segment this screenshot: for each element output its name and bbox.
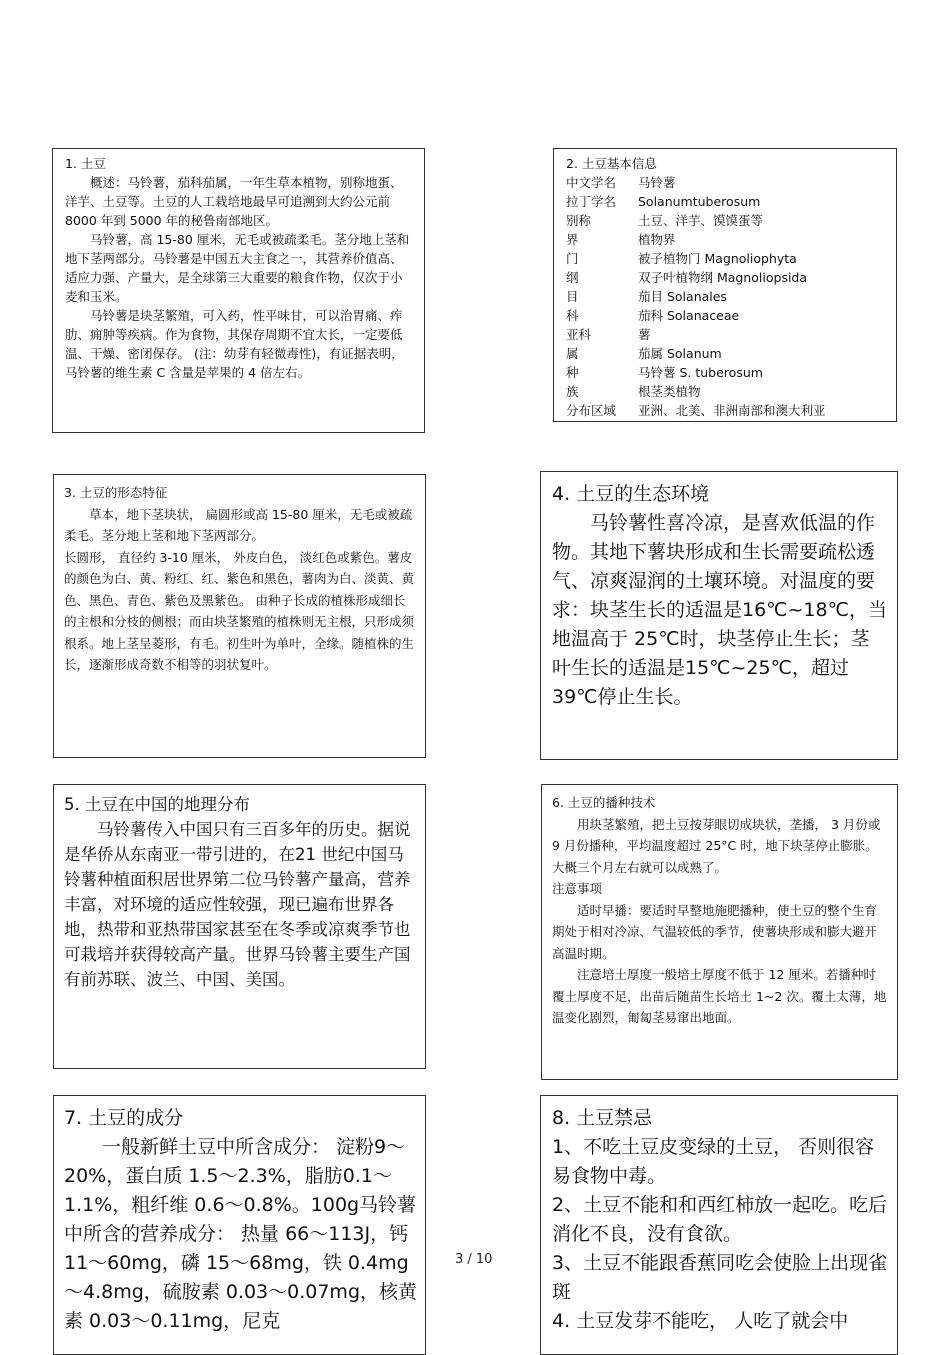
info-value: 植物界 (638, 232, 676, 247)
info-key: 界 (566, 232, 579, 247)
info-value: 马铃薯 (638, 175, 676, 190)
list-item: 1、不吃土豆皮变绿的土豆， 否则很容易食物中毒。 (552, 1136, 875, 1187)
info-key: 属 (566, 346, 579, 361)
info-key: 亚科 (566, 327, 592, 342)
info-key: 拉丁学名 (566, 194, 617, 209)
info-row (566, 306, 886, 325)
card-title: 3. 土豆的形态特征 (64, 485, 168, 500)
card-basic-info (553, 148, 897, 422)
info-row (566, 287, 886, 306)
info-row (566, 268, 886, 287)
paragraph: 马铃薯性喜冷凉，是喜欢低温的作物。其地下薯块形成和生长需要疏松透气、凉爽湿润的土壤环境。对温度的要求：块茎生长的适温是16℃~18℃，当地温高于 25℃时，块茎停止生长；茎叶生长的适温是15℃~25℃，超过 39℃停止生长。 (552, 512, 887, 708)
list-item: 2、土豆不能和和西红柿放一起吃。吃后消化不良，没有食欲。 (552, 1194, 888, 1245)
paragraph: 适时早播：要适时早整地施肥播种，使土豆的整个生育期处于相对冷凉、气温较低的季节，使薯块形成和膨大避开高温时期。 (552, 902, 878, 961)
info-row (566, 192, 886, 211)
info-row (566, 211, 886, 230)
notes-heading: 注意事项 (552, 881, 603, 896)
info-key: 分布区域 (566, 403, 617, 418)
info-key: 种 (566, 365, 579, 380)
info-row (566, 230, 886, 249)
info-key: 中文学名 (566, 175, 617, 190)
page-number: 3 / 10 (455, 1252, 493, 1267)
info-key: 科 (566, 308, 579, 323)
card-ecology (540, 471, 898, 760)
info-value: 双子叶植物纲 Magnoliopsida (638, 270, 808, 285)
info-row (566, 173, 886, 192)
info-key: 目 (566, 289, 579, 304)
card-title: 2. 土豆基本信息 (566, 156, 657, 171)
card-composition (53, 1095, 426, 1355)
info-value: 根茎类植物 (638, 384, 701, 399)
info-row (566, 401, 886, 420)
info-row (566, 344, 886, 363)
card-china-distribution (53, 784, 426, 1069)
info-row (566, 325, 886, 344)
info-row (566, 382, 886, 401)
info-value: 马铃薯 S. tuberosum (638, 365, 763, 380)
info-key: 族 (566, 384, 579, 399)
paragraph: 马铃薯是块茎繁殖，可入药，性平味甘，可以治胃痛、痄肋、痈肿等疾病。作为食物，其保存周期不宜太长，一定要低温、干燥、密闭保存。 (注：幼芽有轻微毒性)，有证据表明，马铃薯的维生素 C 含量是苹果的 4 倍左右。 (65, 308, 404, 380)
paragraph: 草本，地下茎块状， 扁圆形或高 15-80 厘米，无毛或被疏柔毛。茎分地上茎和地下茎两部分。 (64, 506, 413, 543)
card-title: 5. 土豆在中国的地理分布 (64, 795, 250, 814)
list-item: 4. 土豆发芽不能吃， 人吃了就会中 (552, 1310, 849, 1332)
paragraph: 马铃薯，高 15-80 厘米，无毛或被疏柔毛。茎分地上茎和地下茎两部分。马铃薯是中国五大主食之一，其营养价值高、适应力强、产量大，是全球第三大重要的粮食作物，仅次于小麦和玉米。 (65, 232, 410, 304)
paragraph: 一般新鲜土豆中所含成分： 淀粉9～20%，蛋白质 1.5～2.3%，脂肪0.1～1.1%，粗纤维 0.6～0.8%。100g马铃薯中所含的营养成分： 热量 66～113J，钙 11～60mg，磷 15～68mg，铁 0.4mg～4.8mg，硫胺素 0.03～0.07mg，核黄素 0.03～0.11mg，尼克 (64, 1136, 418, 1332)
info-row (566, 363, 886, 382)
card-potato-intro (52, 148, 425, 433)
paragraph: 注意培土厚度一般培土厚度不低于 12 厘米。若播种时覆土厚度不足，出苗后随苗生长培土 1~2 次。覆土太薄，地温变化剧烈，匍匐茎易窜出地面。 (552, 967, 887, 1025)
paragraph: 长圆形， 直径约 3-10 厘米， 外皮白色， 淡红色或紫色。薯皮的颜色为白、黄、粉红、红、紫色和黑色，薯肉为白、淡黄、黄色、黑色、青色、紫色及黑紫色。 由种子长成的植株形成细长的主根和分枝的侧根；而由块茎繁殖的植株则无主根，只形成须根系。地上茎呈菱形，有毛。初生叶为单叶，全缘。随植株的生长，逐渐形成奇数不相等的羽状复叶。 (64, 549, 415, 672)
info-key: 别称 (566, 213, 592, 228)
card-planting (541, 784, 898, 1080)
card-title: 4. 土豆的生态环境 (552, 483, 710, 505)
info-value: 被子植物门 Magnoliophyta (638, 251, 797, 266)
paragraph: 马铃薯传入中国只有三百多年的历史。据说是华侨从东南亚一带引进的，在21 世纪中国马铃薯种植面积居世界第二位马铃薯产量高，营养丰富，对环境的适应性较强，现已遍布世界各地，热带和亚热带国家甚至在冬季或凉爽季节也可栽培并获得较高产量。世界马铃薯主要生产国有前苏联、波兰、中国、美国。 (64, 820, 411, 989)
card-title: 6. 土豆的播种技术 (552, 795, 656, 810)
paragraph: 概述：马铃薯，茄科茄属，一年生草本植物，别称地蛋、洋芋、土豆等。土豆的人工栽培地最早可追溯到大约公元前 8000 年到 5000 年的秘鲁南部地区。 (65, 175, 403, 228)
info-key: 门 (566, 251, 579, 266)
info-value: 茄科 Solanaceae (638, 308, 740, 323)
paragraph: 用块茎繁殖，把土豆按芽眼切成块状，垄播， 3 月份或 9 月份播种，平均温度超过 25°C 时，地下块茎停止膨胀。大概三个月左右就可以成熟了。 (552, 816, 881, 875)
info-value: 茄属 Solanum (638, 346, 722, 361)
info-key: 纲 (566, 270, 579, 285)
info-value: 茄目 Solanales (638, 289, 727, 304)
card-title: 1. 土豆 (65, 156, 106, 171)
info-value: 薯 (638, 327, 651, 342)
card-morphology (53, 474, 426, 758)
card-title: 7. 土豆的成分 (64, 1107, 184, 1129)
info-value: 土豆、洋芋、馍馍蛋等 (638, 213, 764, 228)
list-item: 3、土豆不能跟香蕉同吃会使脸上出现雀斑 (552, 1252, 888, 1303)
info-row (566, 249, 886, 268)
info-value: Solanumtuberosum (638, 194, 761, 209)
card-title: 8. 土豆禁忌 (552, 1107, 653, 1129)
card-taboos (540, 1095, 898, 1355)
info-value: 亚洲、北美、非洲南部和澳大利亚 (638, 403, 826, 418)
